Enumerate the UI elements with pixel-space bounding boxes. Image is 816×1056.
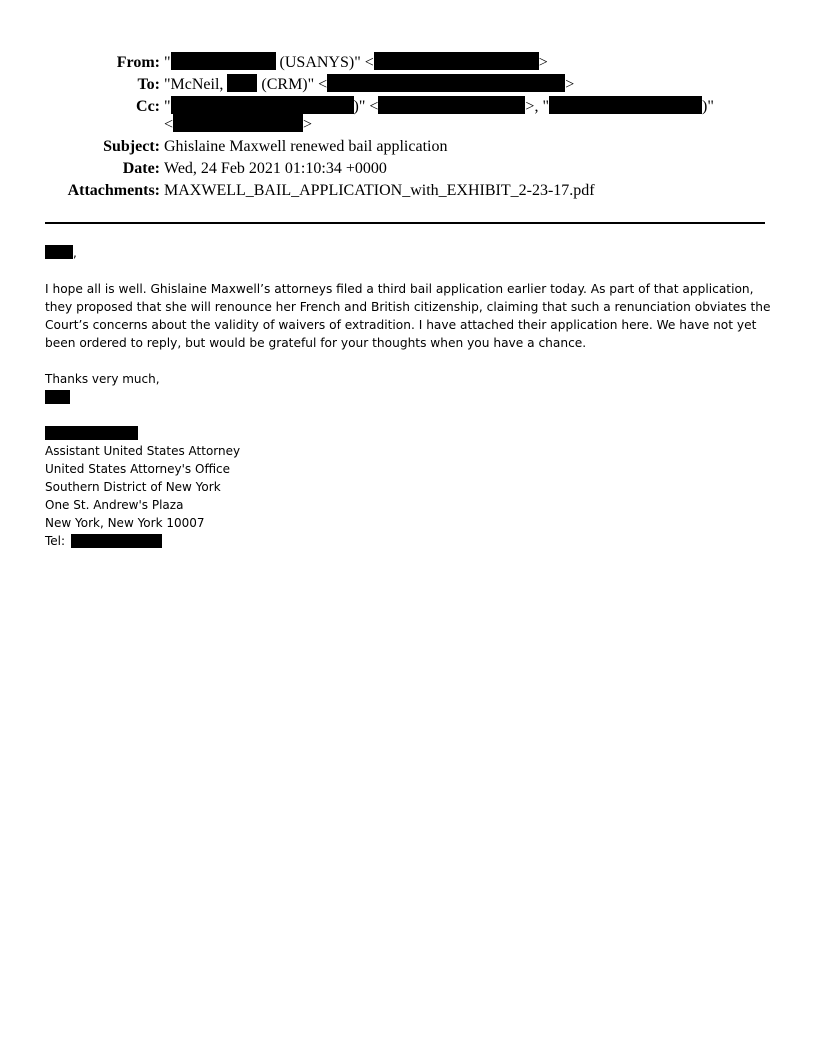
attachments-label: Attachments: <box>67 182 160 199</box>
redaction-box <box>227 74 257 92</box>
cc-value: " )" < >, " )" <box>164 98 714 115</box>
to-value: "McNeil, (CRM)" < > <box>164 76 575 93</box>
greeting: , <box>45 244 77 262</box>
redaction-box <box>378 96 525 114</box>
header-divider <box>45 222 765 224</box>
signature-address-line2: New York, New York 10007 <box>45 516 205 530</box>
redaction-box <box>45 426 138 440</box>
date-value: Wed, 24 Feb 2021 01:10:34 +0000 <box>164 160 387 177</box>
signature-title: Assistant United States Attorney <box>45 444 241 458</box>
redaction-box <box>327 74 565 92</box>
redaction-box <box>45 245 73 259</box>
redaction-box <box>171 52 276 70</box>
redaction-box <box>171 96 354 114</box>
subject-value: Ghislaine Maxwell renewed bail application <box>164 138 448 155</box>
from-value: " (USANYS)" < > <box>164 54 548 71</box>
cc-label: Cc: <box>136 98 160 115</box>
subject-label: Subject: <box>103 138 160 155</box>
redaction-box <box>45 390 70 404</box>
redaction-box <box>549 96 702 114</box>
subject-row <box>0 136 816 158</box>
signature-district: Southern District of New York <box>45 480 221 494</box>
message-paragraph: I hope all is well. Ghislaine Maxwell’s attorneys filed a third bail application earlier today. As part of that application, they proposed that she will renounce her French and British citizenship, claiming that such a renunciation obviates the Court’s concerns about the validity of waivers of extradition. I have attached their application here. We have not yet been ordered to reply, but would be grateful for your thoughts when you have a chance. <box>45 282 771 350</box>
cc-value-continued: < > <box>164 116 313 133</box>
signature-address-line1: One St. Andrew's Plaza <box>45 498 184 512</box>
attachment-filename[interactable]: MAXWELL_BAIL_APPLICATION_with_EXHIBIT_2-23-17.pdf <box>164 182 595 199</box>
date-row <box>0 158 816 180</box>
cc-row-continued <box>0 114 816 136</box>
closing-line: Thanks very much, <box>45 372 160 386</box>
to-row <box>0 74 816 96</box>
signature-office: United States Attorney's Office <box>45 462 231 476</box>
redaction-box <box>71 534 162 548</box>
from-row <box>0 52 816 74</box>
attachments-row <box>0 180 816 202</box>
signature-tel <box>45 532 240 550</box>
tel-label: Tel: <box>45 534 66 548</box>
to-label: To: <box>137 76 160 93</box>
redaction-box <box>374 52 539 70</box>
redaction-box <box>173 114 303 132</box>
signature-block <box>45 442 240 550</box>
date-label: Date: <box>122 160 160 177</box>
from-label: From: <box>116 54 160 71</box>
